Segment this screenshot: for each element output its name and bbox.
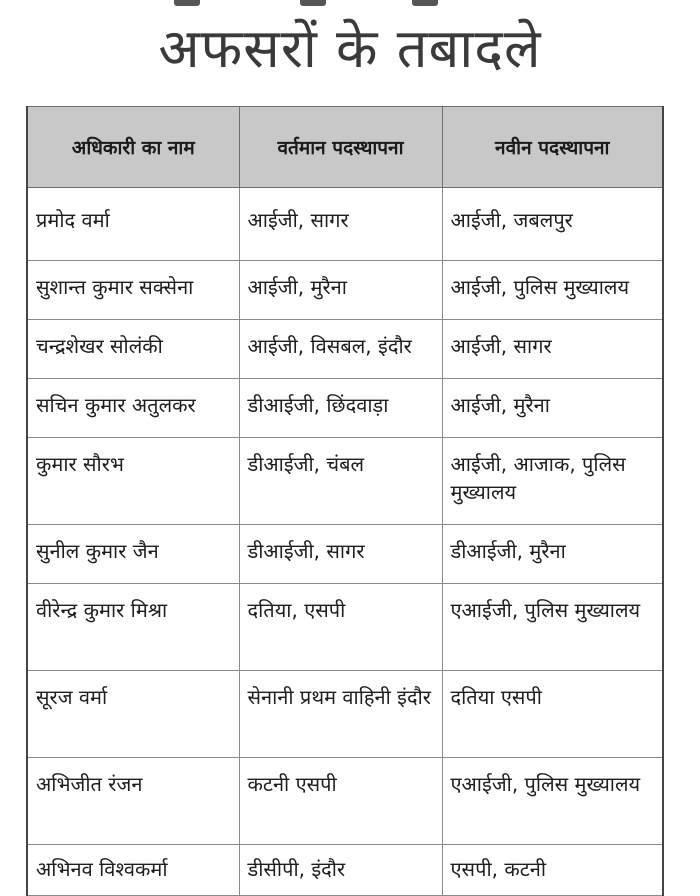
table-row: [27, 379, 663, 438]
current-posting-cell: आईजी, मुरैना: [239, 261, 442, 320]
table-row: [27, 261, 663, 320]
current-posting-cell: सेनानी प्रथम वाहिनी इंदौर: [239, 671, 442, 758]
table-row: [27, 671, 663, 758]
officer-name-cell: सूरज वर्मा: [27, 671, 239, 758]
new-posting-cell: डीआईजी, मुरैना: [442, 525, 663, 584]
current-posting-cell: डीआईजी, छिंदवाड़ा: [239, 379, 442, 438]
officer-name-cell: वीरेन्द्र कुमार मिश्रा: [27, 584, 239, 671]
table-row: [27, 320, 663, 379]
transfers-table: [26, 106, 664, 896]
table-row: [27, 584, 663, 671]
current-posting-cell: दतिया, एसपी: [239, 584, 442, 671]
table-header-row: [27, 107, 663, 188]
column-header-officer-name: अधिकारी का नाम: [27, 107, 239, 188]
officer-name-cell: अभिजीत रंजन: [27, 758, 239, 845]
officer-name-cell: कुमार सौरभ: [27, 438, 239, 525]
table-row: [27, 845, 663, 896]
new-posting-cell: आईजी, आजाक, पुलिस मुख्यालय: [442, 438, 663, 525]
new-posting-cell: एआईजी, पुलिस मुख्यालय: [442, 758, 663, 845]
column-header-current-posting: वर्तमान पदस्थापना: [239, 107, 442, 188]
officer-name-cell: सुशान्त कुमार सक्सेना: [27, 261, 239, 320]
officer-name-cell: अभिनव विश्वकर्मा: [27, 845, 239, 896]
new-posting-cell: आईजी, पुलिस मुख्यालय: [442, 261, 663, 320]
table-row: [27, 758, 663, 845]
cropped-heading-remnant: [150, 0, 550, 8]
new-posting-cell: एसपी, कटनी: [442, 845, 663, 896]
table-row: [27, 438, 663, 525]
new-posting-cell: दतिया एसपी: [442, 671, 663, 758]
current-posting-cell: डीसीपी, इंदौर: [239, 845, 442, 896]
current-posting-cell: आईजी, सागर: [239, 188, 442, 261]
table-row: [27, 525, 663, 584]
new-posting-cell: आईजी, सागर: [442, 320, 663, 379]
officer-name-cell: सचिन कुमार अतुलकर: [27, 379, 239, 438]
new-posting-cell: आईजी, जबलपुर: [442, 188, 663, 261]
officer-name-cell: प्रमोद वर्मा: [27, 188, 239, 261]
new-posting-cell: एआईजी, पुलिस मुख्यालय: [442, 584, 663, 671]
new-posting-cell: आईजी, मुरैना: [442, 379, 663, 438]
column-header-new-posting: नवीन पदस्थापना: [442, 107, 663, 188]
officer-name-cell: सुनील कुमार जैन: [27, 525, 239, 584]
current-posting-cell: डीआईजी, सागर: [239, 525, 442, 584]
officer-name-cell: चन्द्रशेखर सोलंकी: [27, 320, 239, 379]
current-posting-cell: डीआईजी, चंबल: [239, 438, 442, 525]
current-posting-cell: आईजी, विसबल, इंदौर: [239, 320, 442, 379]
current-posting-cell: कटनी एसपी: [239, 758, 442, 845]
page-title: अफसरों के तबादले: [158, 17, 542, 80]
table-row: [27, 188, 663, 261]
